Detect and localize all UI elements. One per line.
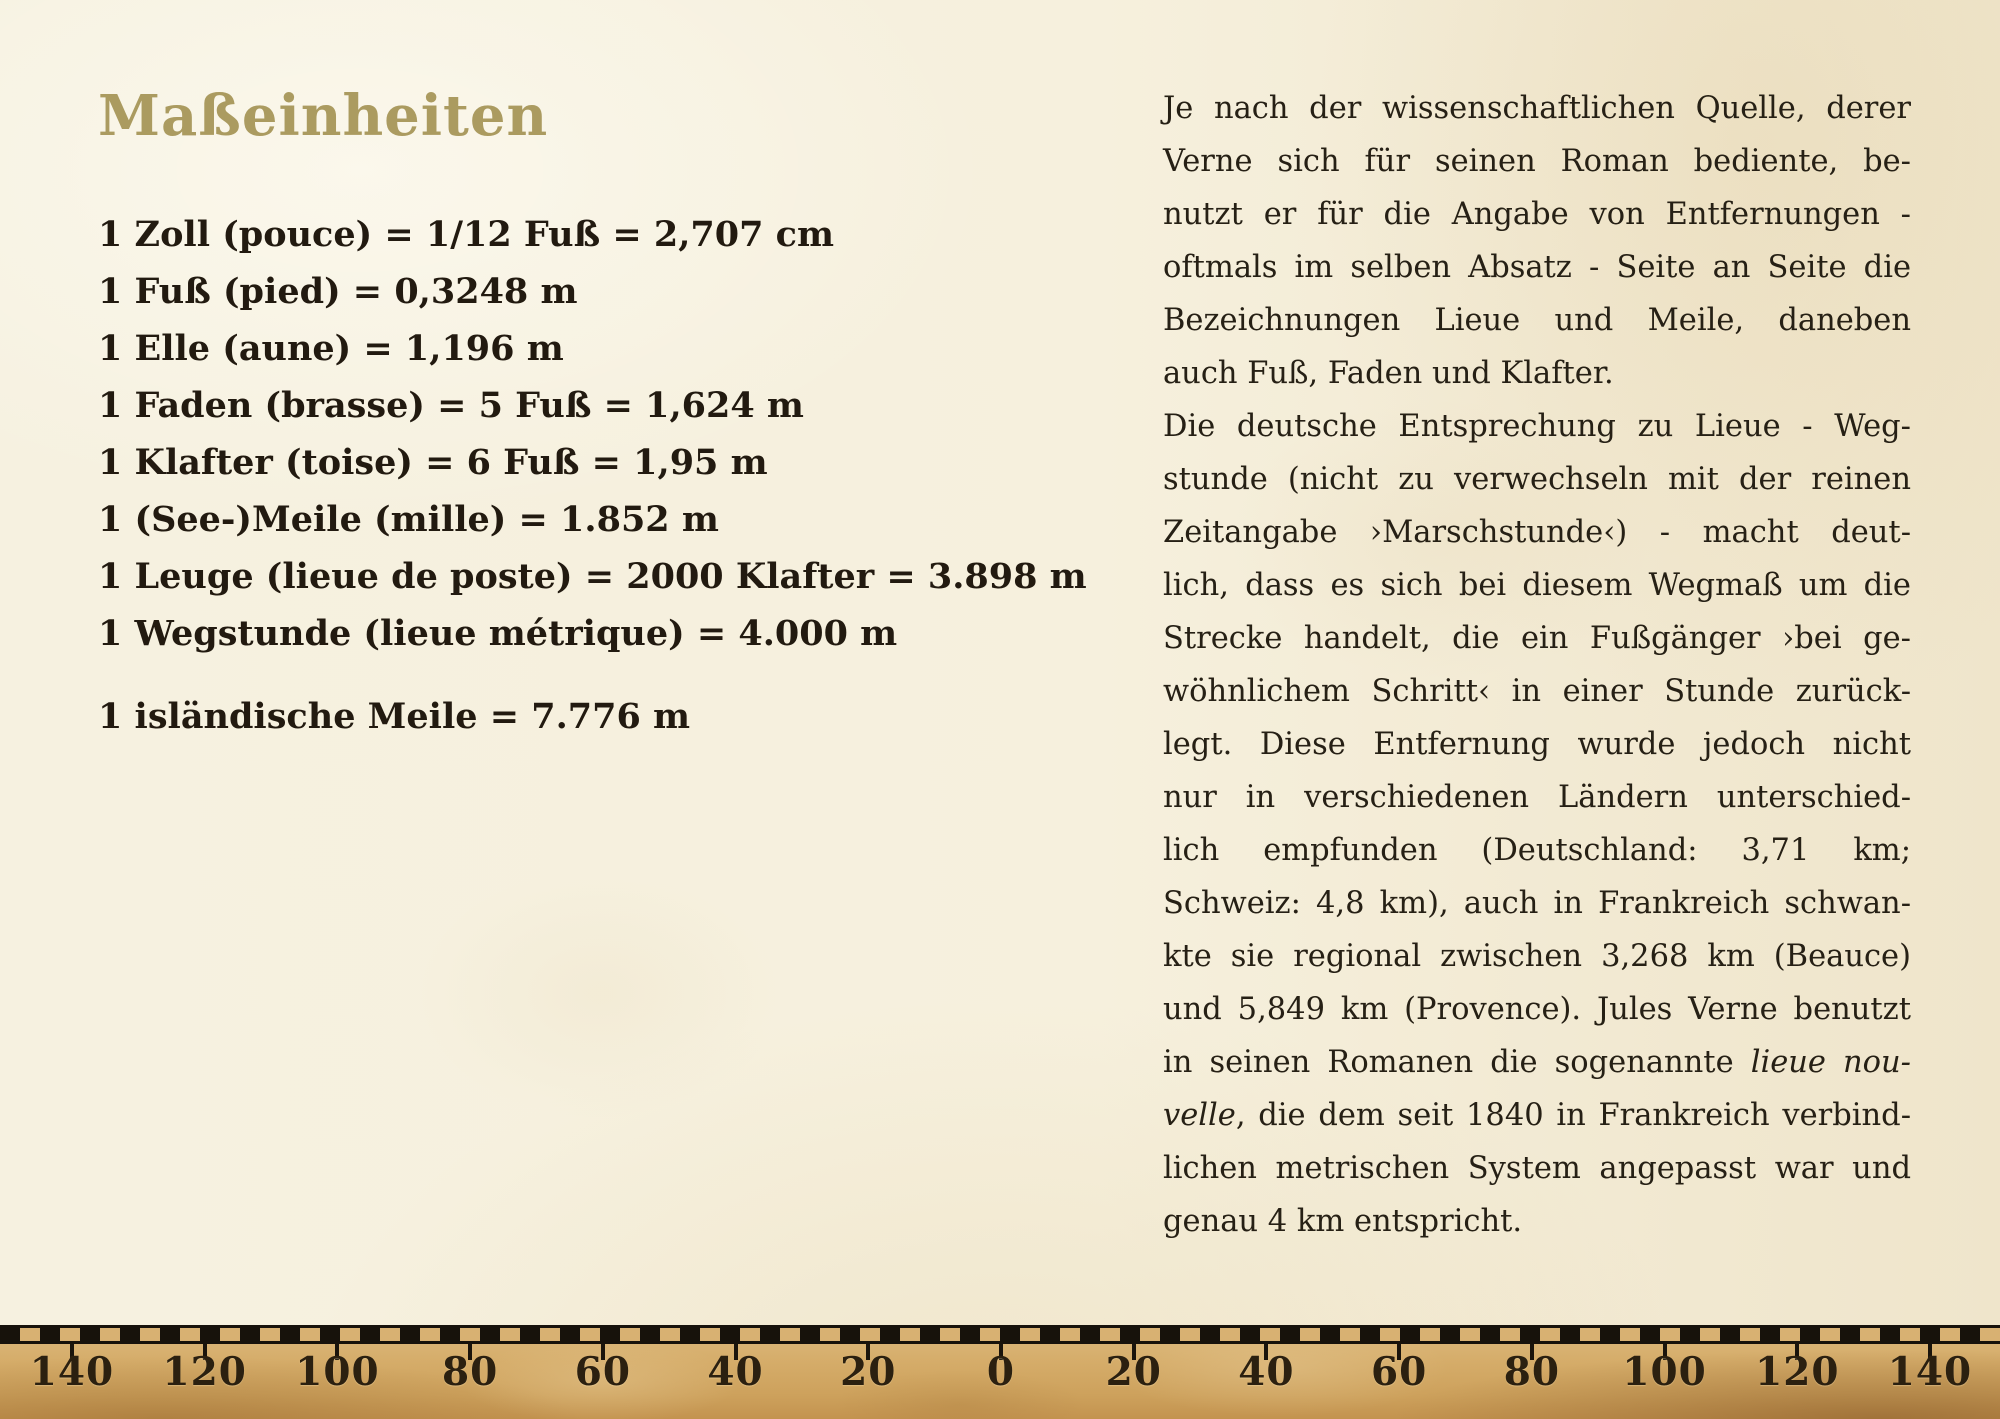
- ruler-label: 80: [442, 1349, 499, 1395]
- text-segment: lich empfunden (Deutschland: 3,71 km;: [1163, 833, 1911, 868]
- ruler-label: 60: [574, 1349, 631, 1395]
- ruler-label: 60: [1371, 1349, 1428, 1395]
- article-line: [1163, 1195, 1911, 1248]
- ruler-label: 140: [1887, 1349, 1973, 1395]
- text-segment: nutzt er für die Angabe von Entfernungen -: [1163, 197, 1911, 232]
- ruler-label: 120: [1755, 1349, 1840, 1395]
- text-segment: Verne sich für seinen Roman bediente, be-: [1163, 144, 1911, 179]
- article-line: [1163, 930, 1911, 983]
- page-title: Maßeinheiten: [98, 83, 549, 149]
- ruler-label: 40: [707, 1349, 764, 1395]
- text-segment: auch Fuß, Faden und Klafter.: [1163, 356, 1614, 391]
- text-segment: genau 4 km entspricht.: [1163, 1204, 1523, 1239]
- unit-item: 1 Wegstunde (lieue métrique) = 4.000 m: [98, 613, 898, 654]
- text-segment: Je nach der wissenschaftlichen Quelle, derer: [1163, 91, 1911, 126]
- text-segment: kte sie regional zwischen 3,268 km (Beauce): [1163, 939, 1911, 974]
- article-line: [1163, 188, 1911, 241]
- article-line: [1163, 347, 1911, 400]
- unit-item: 1 Elle (aune) = 1,196 m: [98, 328, 564, 369]
- article-line: [1163, 294, 1911, 347]
- ruler-label: 100: [295, 1349, 380, 1395]
- article-line: [1163, 877, 1911, 930]
- text-segment: Zeitangabe ›Marschstunde‹) - macht deut-: [1163, 515, 1911, 550]
- article-line: [1163, 771, 1911, 824]
- text-segment: lichen metrischen System angepasst war und: [1163, 1151, 1911, 1186]
- text-segment: in seinen Romanen die sogenannte: [1163, 1045, 1751, 1080]
- text-segment: Die deutsche Entsprechung zu Lieue - Weg-: [1163, 409, 1911, 444]
- unit-item: 1 Faden (brasse) = 5 Fuß = 1,624 m: [98, 385, 804, 426]
- article-line: [1163, 241, 1911, 294]
- article-line: [1163, 559, 1911, 612]
- text-segment: Schweiz: 4,8 km), auch in Frankreich schwan-: [1163, 886, 1911, 921]
- text-segment: und 5,849 km (Provence). Jules Verne benutzt: [1163, 992, 1911, 1027]
- text-segment: stunde (nicht zu verwechseln mit der reinen: [1163, 462, 1911, 497]
- article-line: [1163, 665, 1911, 718]
- article-line: [1163, 82, 1911, 135]
- article-line: [1163, 1036, 1911, 1089]
- article-line: [1163, 983, 1911, 1036]
- article-line: [1163, 453, 1911, 506]
- text-segment: oftmals im selben Absatz - Seite an Seite die: [1163, 250, 1911, 285]
- article-line: [1163, 135, 1911, 188]
- article-line: [1163, 612, 1911, 665]
- ruler-label: 100: [1622, 1349, 1707, 1395]
- article-line: [1163, 1142, 1911, 1195]
- article-line: [1163, 506, 1911, 559]
- text-segment: lich, dass es sich bei diesem Wegmaß um die: [1163, 568, 1911, 603]
- unit-item: 1 Zoll (pouce) = 1/12 Fuß = 2,707 cm: [98, 214, 834, 255]
- ruler-label: 20: [1105, 1349, 1162, 1395]
- text-segment: nur in verschiedenen Ländern unterschied-: [1163, 780, 1911, 815]
- italic-text-segment: lieue nou-: [1750, 1045, 1911, 1080]
- article-line: [1163, 1089, 1911, 1142]
- italic-text-segment: velle: [1163, 1098, 1236, 1133]
- ruler-dash-bar: [0, 1325, 2000, 1344]
- ruler-scale: [0, 1325, 2000, 1419]
- ruler-label: 20: [840, 1349, 897, 1395]
- unit-item: 1 (See-)Meile (mille) = 1.852 m: [98, 499, 719, 540]
- text-segment: Bezeichnungen Lieue und Meile, daneben: [1163, 303, 1911, 338]
- article-column: [1163, 82, 1911, 1248]
- text-segment: wöhnlichem Schritt‹ in einer Stunde zurück-: [1163, 674, 1911, 709]
- unit-item: 1 Fuß (pied) = 0,3248 m: [98, 271, 578, 312]
- article-line: [1163, 718, 1911, 771]
- unit-list: [98, 206, 1118, 662]
- ruler-label: 140: [29, 1349, 115, 1395]
- text-segment: legt. Diese Entfernung wurde jedoch nicht: [1163, 727, 1911, 762]
- unit-item: 1 Klafter (toise) = 6 Fuß = 1,95 m: [98, 442, 768, 483]
- text-segment: Strecke handelt, die ein Fußgänger ›bei ge-: [1163, 621, 1911, 656]
- article-line: [1163, 824, 1911, 877]
- unit-item: 1 Leuge (lieue de poste) = 2000 Klafter = 3.898 m: [98, 556, 1087, 597]
- article-line: [1163, 400, 1911, 453]
- ruler-label: 0: [986, 1349, 1016, 1395]
- ruler-label: 80: [1503, 1349, 1560, 1395]
- ruler-label: 40: [1238, 1349, 1295, 1395]
- text-segment: , die dem seit 1840 in Frankreich verbind-: [1235, 1098, 1911, 1133]
- ruler-label: 120: [162, 1349, 247, 1395]
- measurement-units-section: [98, 83, 1118, 737]
- unit-item-islandic: 1 isländische Meile = 7.776 m: [98, 696, 691, 737]
